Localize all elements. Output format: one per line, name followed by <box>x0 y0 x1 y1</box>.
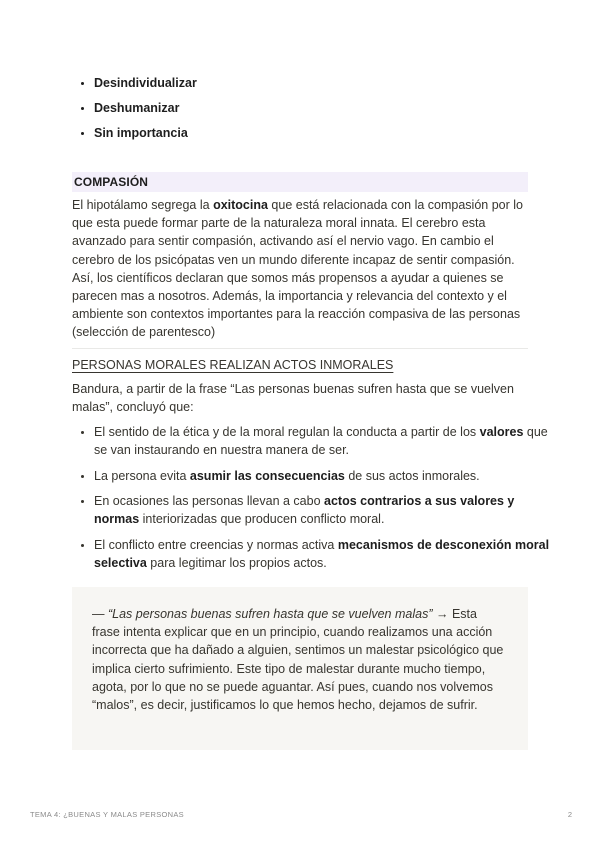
text-run: El sentido de la ética y de la moral regulan la conducta a partir de los <box>94 425 480 439</box>
bold-term: mecanismos de desconexión moral selectiva <box>94 537 550 570</box>
text-run: que está relacionada con la compasión por lo que esta puede formar parte de la naturaleza moral innata. El cerebro esta avanzado para sentir compasión, activando así el nervio vago. En cambio el cerebro de los psicópatas ven un mundo diferente incapaz de sentir compasión. Así, los científicos declaran que somos más propensos a ayudar a quienes se parecen mas a nosotros. Además, la importancia y relevancia del contexto y el ambiente son contextos importantes para la reacción compasiva de las personas (selección de parentesco) <box>72 198 523 340</box>
list-item: • Deshumanizar <box>94 99 550 117</box>
text-run: interiorizadas que producen conflicto moral. <box>139 512 385 526</box>
text-run: En ocasiones las personas llevan a cabo <box>94 494 325 508</box>
text-run: para legitimar los propios actos. <box>146 555 327 570</box>
list-item <box>94 467 550 485</box>
list-item: • Desindividualizar <box>94 74 550 92</box>
page-number: 2 <box>567 810 572 819</box>
text-run: — <box>92 607 108 621</box>
list-item: • Sin importancia <box>94 124 550 142</box>
quote-text: “Las personas buenas sufren hasta que se vuelven malas” <box>107 607 433 621</box>
bandura-intro: Bandura, a partir de la frase “Las personas buenas sufren hasta que se vuelven malas”, concluyó que: <box>72 382 514 415</box>
compasion-heading: COMPASIÓN <box>72 172 528 192</box>
compasion-paragraph <box>72 196 528 342</box>
top-bullet-list <box>72 74 550 149</box>
footer-title: TEMA 4: ¿BUENAS Y MALAS PERSONAS <box>30 810 184 819</box>
personas-heading: PERSONAS MORALES REALIZAN ACTOS INMORALES <box>72 358 394 372</box>
bold-term: actos contrarios a sus valores y normas <box>94 494 515 526</box>
bandura-bullet-list <box>72 423 550 579</box>
text-run: de sus actos inmorales. <box>344 468 480 483</box>
text-run: El conflicto entre creencias y normas activa <box>94 537 338 552</box>
bold-term: oxitocina <box>213 198 268 212</box>
list-item <box>94 536 550 572</box>
bold-term: valores <box>479 425 524 439</box>
list-item <box>94 492 550 528</box>
arrow-icon: → <box>432 607 452 621</box>
bold-term: asumir las consecuencias <box>189 468 345 483</box>
divider <box>72 348 528 349</box>
text-run: que se van instaurando en nuestra manera de ser. <box>94 425 548 457</box>
text-run: El hipotálamo segrega la <box>72 198 214 212</box>
quote-callout <box>72 587 528 750</box>
callout-text: Esta frase intenta explicar que en un principio, cuando realizamos una acción incorrecta que ha dañado a alguien, sentimos un malestar psicológico que implica cierto sufrimiento. Este tipo de malestar durante mucho tiempo, agota, por lo que no se puede aguantar. Así pues, cuando nos volvemos “malos”, es decir, justificamos lo que hemos hecho, dejamos de sufrir. <box>92 607 504 713</box>
text-run: La persona evita <box>94 468 190 483</box>
list-item <box>94 423 550 459</box>
